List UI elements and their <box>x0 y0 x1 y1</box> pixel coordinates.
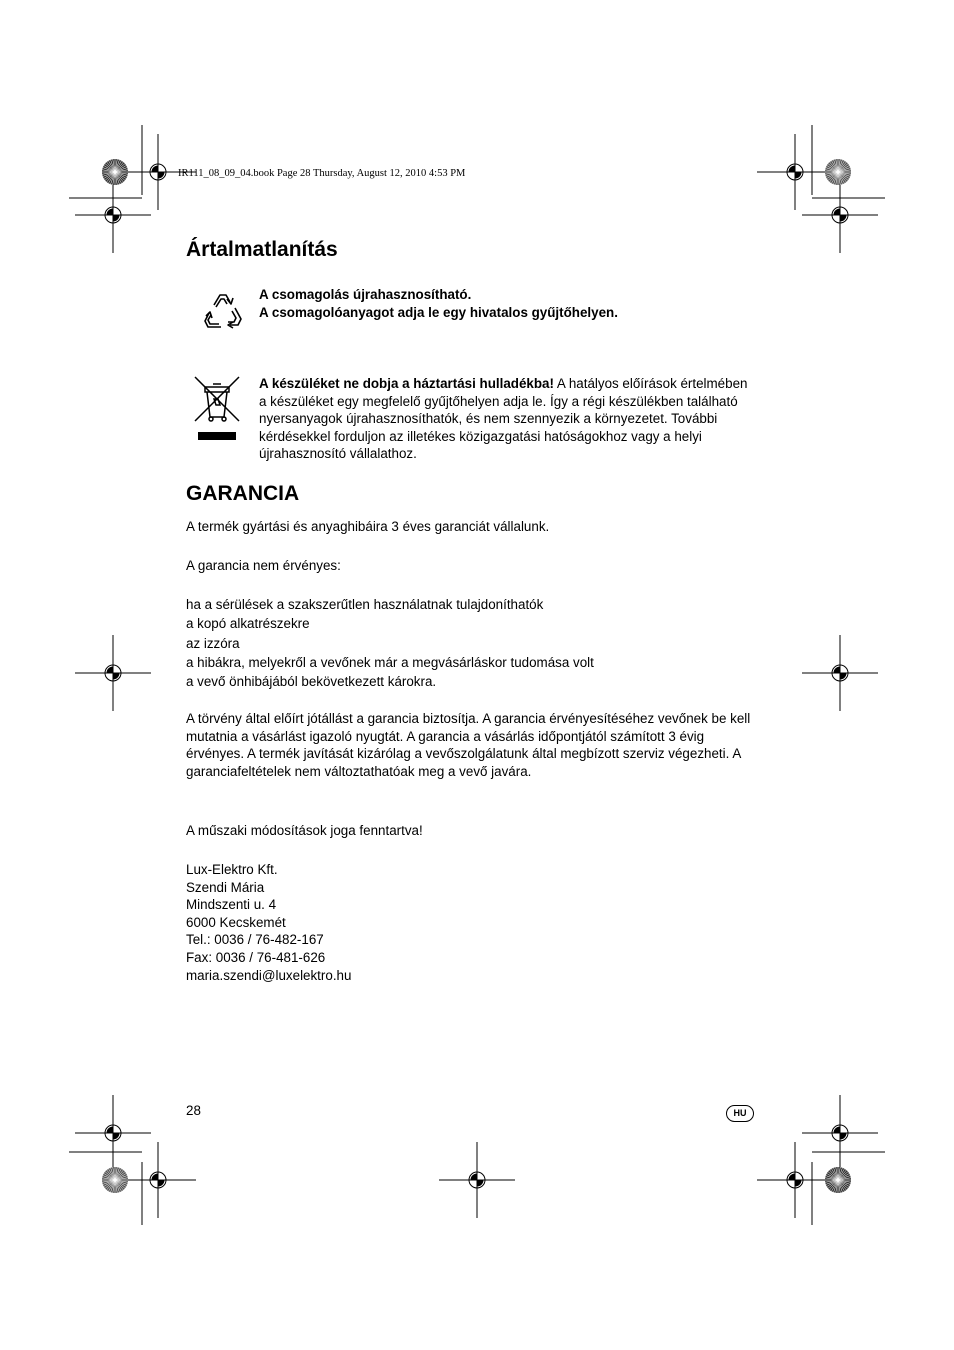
warranty-legal-text: A törvény által előírt jótállást a garancia biztosítja. A garancia érvényesítéséhez vevőnek be kell mutatnia a vásárlást igazoló nyugtát. A garancia a vásárlás időpontjától számított 3 évig érvényes. A termék javítását kizárólag a vevőszolgálatunk által megbízott szerviz végezheti. A garanciafeltételek nem változtathatóak meg a vevő javára. <box>186 711 751 779</box>
registration-target <box>120 1142 196 1218</box>
weee-description: A hatályos előírások értelmében a készüléket egy megfelelő gyűjtőhelyen adja le. Így a régi készülékben található nyersanyagok újrahasznosíthatók, és nem szennyezik a környezetet. További kérdésekkel forduljon az illetékes közigazgatási hatóságokhoz vagy a helyi újrahasznosító vállalathoz. <box>259 376 748 462</box>
list-item: a vevő önhibájából bekövetkezett károkra. <box>186 674 437 690</box>
language-badge: HU <box>726 1105 754 1122</box>
list-item: az izzóra <box>186 635 240 651</box>
warranty-exclusions-list <box>186 595 594 691</box>
weee-note <box>259 375 751 463</box>
color-starburst <box>102 1167 128 1193</box>
registration-target <box>802 635 878 711</box>
registration-target <box>802 1095 878 1171</box>
weee-warning: A készüléket ne dobja a háztartási hulladékba! <box>259 376 554 391</box>
crossed-bin-icon <box>193 375 243 443</box>
registration-target <box>757 1142 833 1218</box>
address-fax: Fax: 0036 / 76-481-626 <box>186 949 326 965</box>
registration-target <box>75 177 151 253</box>
list-item: a hibákra, melyekről a vevőnek már a megvásárláskor tudomása volt <box>186 654 594 670</box>
recycle-line-2: A csomagolóanyagot adja le egy hivatalos gyűjtőhelyen. <box>259 304 618 320</box>
address-street: Mindszenti u. 4 <box>186 897 277 913</box>
address-phone: Tel.: 0036 / 76-482-167 <box>186 932 324 948</box>
warranty-not-valid-label: A garancia nem érvényes: <box>186 558 341 573</box>
disposal-title: Ártalmatlanítás <box>186 238 338 261</box>
warranty-intro: A termék gyártási és anyaghibáira 3 éves garanciát vállalunk. <box>186 519 550 534</box>
registration-target <box>757 134 833 210</box>
color-starburst <box>102 159 128 185</box>
address-company: Lux-Elektro Kft. <box>186 862 278 877</box>
list-item: ha a sérülések a szakszerűtlen használatnak tulajdoníthatók <box>186 597 544 612</box>
recycle-icon <box>200 291 244 333</box>
recycle-line-1: A csomagolás újrahasznosítható. <box>259 287 472 302</box>
registration-target <box>75 635 151 711</box>
address-city: 6000 Kecskemét <box>186 914 286 930</box>
warranty-title: GARANCIA <box>186 482 300 505</box>
registration-target <box>439 1142 515 1218</box>
print-job-header: IR111_08_09_04.book Page 28 Thursday, August 12, 2010 4:53 PM <box>178 168 466 179</box>
color-starburst <box>825 159 851 185</box>
service-address <box>186 861 351 984</box>
color-starburst <box>825 1167 851 1193</box>
page-number: 28 <box>186 1103 201 1118</box>
list-item: a kopó alkatrészekre <box>186 616 310 632</box>
address-email: maria.szendi@luxelektro.hu <box>186 967 352 983</box>
registration-target <box>75 1095 151 1171</box>
recycle-note <box>259 286 749 321</box>
registration-target <box>802 177 878 253</box>
technical-modifications-note: A műszaki módosítások joga fenntartva! <box>186 823 423 838</box>
address-name: Szendi Mária <box>186 879 265 895</box>
